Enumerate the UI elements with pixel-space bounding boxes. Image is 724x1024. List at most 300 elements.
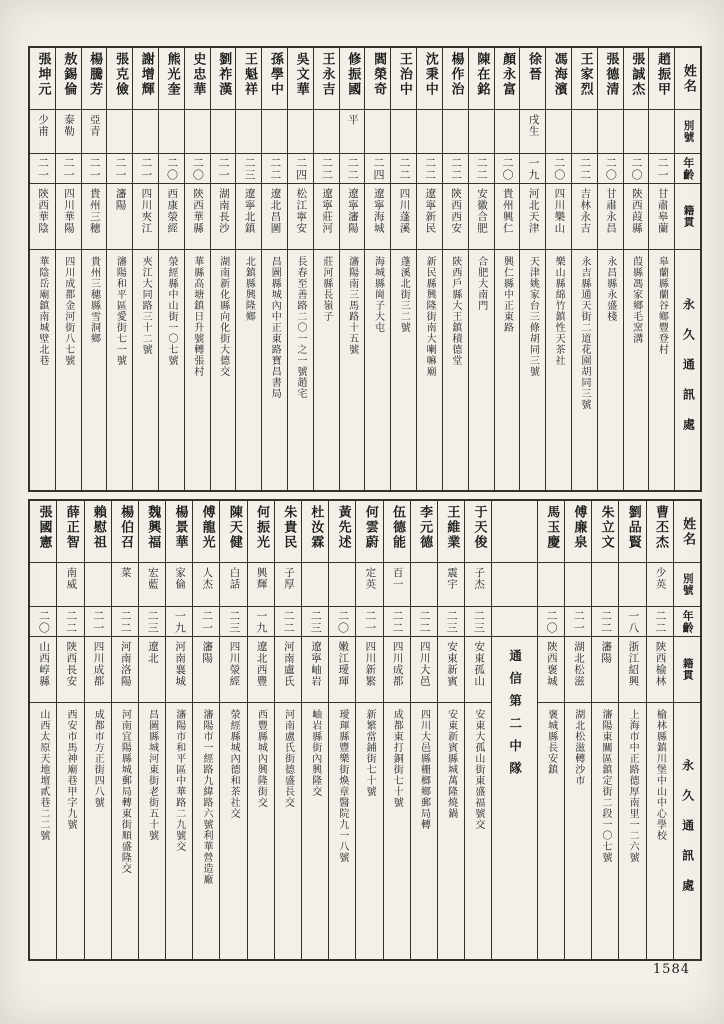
- person-address: [598, 250, 623, 490]
- person-native: [495, 184, 520, 250]
- person-age-text: 二三: [146, 609, 160, 634]
- person-address: [647, 703, 673, 959]
- person-age-text: 二二: [397, 156, 411, 181]
- person-address-text: 安東新賓縣城萬隆燒鍋: [445, 709, 457, 819]
- person-name: [465, 501, 491, 563]
- person-name: [275, 501, 301, 563]
- column-header-native: [674, 637, 700, 703]
- person-address: [56, 250, 81, 490]
- person-column: [410, 501, 437, 959]
- person-alias-text: 人杰: [201, 567, 214, 590]
- person-native: [592, 637, 618, 703]
- person-native-text: 四川成都: [391, 641, 404, 687]
- person-alias: [598, 110, 623, 154]
- person-name-text: 魏興福: [145, 505, 161, 550]
- person-address: [411, 703, 437, 959]
- person-name: [592, 501, 618, 563]
- person-name: [384, 501, 410, 563]
- person-address: [572, 250, 597, 490]
- person-native-text: 河南襄城: [174, 641, 187, 687]
- person-address: [262, 250, 287, 490]
- person-name: [647, 501, 673, 563]
- person-alias: [248, 563, 274, 607]
- person-alias: [112, 563, 138, 607]
- person-age-text: 二二: [282, 609, 296, 634]
- person-column: [287, 48, 313, 490]
- person-alias-text: 泰勒: [62, 114, 75, 137]
- person-address: [211, 250, 236, 490]
- person-age-text: 二〇: [191, 156, 205, 181]
- person-address: [546, 250, 571, 490]
- person-alias: [329, 563, 355, 607]
- person-column: [442, 48, 468, 490]
- person-age: [592, 607, 618, 637]
- person-name-text: 傅龍光: [199, 505, 215, 550]
- person-column: [165, 501, 192, 959]
- person-age: [443, 154, 468, 184]
- person-age-text: 二二: [578, 156, 592, 181]
- person-age: [107, 154, 132, 184]
- person-age-text: 二二: [320, 156, 334, 181]
- person-name-text: 修振國: [345, 52, 361, 97]
- person-address: [166, 703, 192, 959]
- person-age: [619, 607, 645, 637]
- person-age: [159, 154, 184, 184]
- person-address-text: 莊河縣長嶺子: [320, 256, 332, 322]
- person-age-text: 二二: [268, 156, 282, 181]
- person-age-text: 二一: [572, 609, 586, 634]
- column-header-native-text: 籍貫: [681, 658, 694, 681]
- column-header-address-text: 永久通訊處: [681, 298, 696, 448]
- person-alias: [356, 563, 382, 607]
- person-name: [495, 48, 520, 110]
- person-native: [465, 637, 491, 703]
- person-address: [314, 250, 339, 490]
- person-column: [618, 501, 645, 959]
- person-address-text: 山西太原天地壇貳巷二二號: [37, 709, 49, 841]
- person-name-text: 黃先述: [335, 505, 351, 550]
- person-alias: [565, 563, 591, 607]
- person-native-text: 四川夾江: [140, 188, 153, 234]
- person-name: [302, 501, 328, 563]
- person-column: [646, 501, 673, 959]
- person-age: [356, 607, 382, 637]
- person-alias: [236, 110, 261, 154]
- person-age-text: 二四: [372, 156, 385, 181]
- person-alias: [314, 110, 339, 154]
- person-alias: [495, 110, 520, 154]
- person-column: [494, 48, 520, 490]
- column-header-name-text: 姓名: [680, 516, 696, 547]
- person-name-text: 王維業: [444, 505, 460, 550]
- person-age: [495, 154, 520, 184]
- person-column: [55, 48, 81, 490]
- person-native: [417, 184, 442, 250]
- person-native: [288, 184, 313, 250]
- person-address-text: 新民縣興隆街南大喇嘛廟: [424, 256, 436, 377]
- person-address-text: 貴州三穗縣雪洞鄉: [88, 256, 100, 344]
- person-address-text: 合肥大南門: [475, 256, 487, 311]
- person-age: [236, 154, 261, 184]
- person-column: [84, 501, 111, 959]
- person-alias: [166, 563, 192, 607]
- person-column: [56, 501, 83, 959]
- person-age-text: 二二: [423, 156, 437, 181]
- person-address-text: 瀋陽南三馬路十五號: [346, 256, 358, 355]
- unit-label-text: 通信第二中隊: [507, 649, 523, 784]
- person-name-text: 楊騰芳: [87, 52, 103, 97]
- person-native: [133, 184, 158, 250]
- person-age: [546, 154, 571, 184]
- person-column: [339, 48, 365, 490]
- person-age-text: 二一: [363, 609, 377, 634]
- person-age: [57, 607, 83, 637]
- person-address: [30, 250, 55, 490]
- person-native-text: 陝西華縣: [192, 188, 205, 234]
- person-alias: [30, 110, 55, 154]
- person-column: [192, 501, 219, 959]
- person-alias: [443, 110, 468, 154]
- person-age: [329, 607, 355, 637]
- person-address-text: 成都市方正街四八號: [92, 709, 104, 808]
- person-column: [564, 501, 591, 959]
- person-age: [30, 607, 56, 637]
- person-name-text: 楊景華: [172, 505, 188, 550]
- person-age-text: 一九: [173, 609, 187, 634]
- person-age-text: 二三: [227, 609, 241, 634]
- person-name-text: 張國憲: [36, 505, 52, 550]
- person-native: [57, 637, 83, 703]
- person-name: [365, 48, 390, 110]
- unit-column: [491, 501, 537, 959]
- person-native: [159, 184, 184, 250]
- column-header-alias-text: 別號: [681, 573, 694, 596]
- person-native-text: 四川大邑: [418, 641, 431, 687]
- person-age-text: 二一: [217, 156, 231, 181]
- person-name-text: 朱立文: [598, 505, 614, 550]
- person-name: [112, 501, 138, 563]
- person-age: [565, 607, 591, 637]
- person-native-text: 安東孤山: [473, 641, 486, 687]
- person-address-text: 新繁當鋪街七十號: [364, 709, 376, 797]
- person-age-text: 二二: [449, 156, 463, 181]
- person-alias: [275, 563, 301, 607]
- person-age-text: 二二: [599, 609, 613, 634]
- person-native: [236, 184, 261, 250]
- person-native-text: 遼寧瀋陽: [346, 188, 359, 234]
- person-native: [166, 637, 192, 703]
- person-age: [314, 154, 339, 184]
- person-alias-text: 震宇: [445, 567, 458, 590]
- person-name: [166, 501, 192, 563]
- person-name: [288, 48, 313, 110]
- person-address-text: 湖北松滋轉沙市: [572, 709, 584, 786]
- person-native: [469, 184, 494, 250]
- person-name: [619, 501, 645, 563]
- person-alias: [384, 563, 410, 607]
- person-age-text: 一八: [626, 609, 640, 634]
- person-name-text: 馬玉慶: [544, 505, 560, 550]
- person-alias: [139, 563, 165, 607]
- person-age-text: 二三: [309, 609, 323, 634]
- person-native: [85, 637, 111, 703]
- person-address-text: 四川大邑縣栅榔鄉郵局轉: [418, 709, 430, 830]
- person-age-text: 二一: [113, 156, 127, 181]
- person-native: [275, 637, 301, 703]
- person-native-text: 湖北松滋: [573, 641, 586, 687]
- person-age: [248, 607, 274, 637]
- person-alias: [417, 110, 442, 154]
- person-name: [248, 501, 274, 563]
- person-name: [649, 48, 674, 110]
- person-native-text: 遼寧北鎮: [243, 188, 256, 234]
- person-column: [468, 48, 494, 490]
- person-native-text: 河南盧氏: [282, 641, 295, 687]
- person-age: [649, 154, 674, 184]
- person-column: [30, 501, 56, 959]
- person-alias: [262, 110, 287, 154]
- person-age-text: 二一: [200, 609, 214, 634]
- person-native-text: 四川華陽: [62, 188, 75, 234]
- person-alias: [288, 110, 313, 154]
- person-age: [288, 154, 313, 184]
- person-column: [571, 48, 597, 490]
- person-native-text: 西康滎經: [166, 188, 179, 234]
- person-age: [647, 607, 673, 637]
- person-address-text: 西安市馬神廟巷甲字九號: [65, 709, 77, 830]
- person-age-text: 二二: [390, 609, 404, 634]
- person-name-text: 王治中: [396, 52, 412, 97]
- person-age-text: 二二: [653, 609, 667, 634]
- column-header-age-text: 年齡: [681, 156, 695, 181]
- person-alias-text: 少甫: [37, 114, 50, 137]
- person-name: [193, 501, 219, 563]
- column-header-address: [675, 250, 700, 490]
- person-name: [469, 48, 494, 110]
- person-native: [193, 637, 219, 703]
- person-address: [565, 703, 591, 959]
- person-age: [438, 607, 464, 637]
- person-age: [82, 154, 107, 184]
- person-native-text: 吉林永吉: [579, 188, 592, 234]
- person-age: [133, 154, 158, 184]
- column-header-age: [674, 607, 700, 637]
- person-native: [520, 184, 545, 250]
- person-age: [340, 154, 365, 184]
- column-header-native-text: 籍貫: [682, 205, 695, 228]
- person-column: [111, 501, 138, 959]
- person-alias: [391, 110, 416, 154]
- person-age-text: 二一: [91, 609, 105, 634]
- person-alias: [57, 563, 83, 607]
- person-age-text: 二一: [62, 156, 76, 181]
- person-address-text: 永昌縣永盛棧: [604, 256, 616, 322]
- person-age: [469, 154, 494, 184]
- person-age: [598, 154, 623, 184]
- person-name: [329, 501, 355, 563]
- person-alias: [211, 110, 236, 154]
- person-name-text: 劉品賢: [625, 505, 641, 550]
- person-age: [112, 607, 138, 637]
- person-column: [537, 501, 564, 959]
- person-alias: [302, 563, 328, 607]
- person-age-text: 二一: [88, 156, 102, 181]
- person-age: [520, 154, 545, 184]
- person-address: [236, 250, 261, 490]
- person-column: [328, 501, 355, 959]
- person-address-text: 昌圖縣城內中正東路寶昌書局: [269, 256, 281, 399]
- person-alias-text: 白話: [228, 567, 241, 590]
- person-age: [185, 154, 210, 184]
- person-native-text: 陝西褒城: [545, 641, 558, 687]
- person-alias: [647, 563, 673, 607]
- person-native-text: 松江寧安: [295, 188, 308, 234]
- header-column: [673, 501, 700, 959]
- person-name-text: 王魁祥: [242, 52, 258, 97]
- person-name-text: 張德清: [603, 52, 619, 97]
- person-alias-text: 南威: [65, 567, 78, 590]
- person-alias-text: 菜: [119, 567, 132, 579]
- person-address-text: 安東大孤山街東盛福號交: [472, 709, 484, 830]
- person-address: [520, 250, 545, 490]
- person-name-text: 馮海濱: [551, 52, 567, 97]
- person-name: [443, 48, 468, 110]
- person-address-text: 河南盧氏街德盛長交: [282, 709, 294, 808]
- person-name: [411, 501, 437, 563]
- person-name-text: 謝增輝: [138, 52, 154, 97]
- person-alias-text: 宏藍: [146, 567, 159, 590]
- person-column: [301, 501, 328, 959]
- person-address-text: 昌圖縣城河東街老街五十號: [146, 709, 158, 841]
- person-alias: [411, 563, 437, 607]
- person-native: [211, 184, 236, 250]
- column-header-name: [675, 48, 700, 110]
- person-column: [184, 48, 210, 490]
- roster-table-top: [28, 46, 702, 492]
- person-column: [106, 48, 132, 490]
- person-age-text: 一九: [526, 156, 540, 181]
- person-address: [384, 703, 410, 959]
- column-header-alias-text: 別號: [682, 120, 695, 143]
- person-address: [340, 250, 365, 490]
- person-name-text: 李元德: [417, 505, 433, 550]
- person-name-text: 徐晉: [525, 52, 541, 82]
- person-name-text: 閻榮奇: [371, 52, 387, 97]
- person-alias: [365, 110, 390, 154]
- person-native: [546, 184, 571, 250]
- person-name: [598, 48, 623, 110]
- person-column: [383, 501, 410, 959]
- person-native: [56, 184, 81, 250]
- person-address-text: 成都東打銅街七十號: [391, 709, 403, 808]
- person-address-text: 北鎮縣興隆鄉: [243, 256, 255, 322]
- person-alias-text: 子厚: [282, 567, 295, 590]
- person-column: [132, 48, 158, 490]
- person-name: [57, 501, 83, 563]
- person-alias: [649, 110, 674, 154]
- person-name-text: 史忠華: [190, 52, 206, 97]
- person-address: [193, 703, 219, 959]
- person-column: [81, 48, 107, 490]
- person-age: [139, 607, 165, 637]
- person-native: [624, 184, 649, 250]
- person-address: [438, 703, 464, 959]
- person-column: [416, 48, 442, 490]
- person-native: [107, 184, 132, 250]
- person-address-text: 榆林縣鎮川堡中山中心學校: [654, 709, 666, 841]
- person-alias: [107, 110, 132, 154]
- person-address-text: 樂山縣綿竹鎮性天茶社: [553, 256, 565, 366]
- person-column: [30, 48, 55, 490]
- header-column: [674, 48, 700, 490]
- person-native: [112, 637, 138, 703]
- person-address-text: 褒城縣長安鎮: [545, 709, 557, 775]
- person-native: [314, 184, 339, 250]
- column-header-alias: [674, 563, 700, 607]
- person-address: [465, 703, 491, 959]
- person-native: [443, 184, 468, 250]
- person-column: [591, 501, 618, 959]
- column-header-name: [674, 501, 700, 563]
- person-native: [329, 637, 355, 703]
- person-native-text: 瀋陽: [114, 188, 127, 211]
- person-native: [82, 184, 107, 250]
- person-native: [356, 637, 382, 703]
- person-address-text: 華陰岳廟鎮南城壁北巷: [36, 256, 48, 366]
- person-native-text: 陝西長安: [65, 641, 78, 687]
- person-address: [107, 250, 132, 490]
- person-age: [85, 607, 111, 637]
- person-age-text: 二一: [36, 156, 50, 181]
- person-alias: [133, 110, 158, 154]
- person-native: [649, 184, 674, 250]
- person-native: [565, 637, 591, 703]
- person-alias: [159, 110, 184, 154]
- person-address: [365, 250, 390, 490]
- person-column: [247, 501, 274, 959]
- person-name-text: 趙振甲: [655, 52, 671, 97]
- person-address: [302, 703, 328, 959]
- person-name: [624, 48, 649, 110]
- person-native-text: 四川滎經: [228, 641, 241, 687]
- person-name-text: 何振光: [254, 505, 270, 550]
- person-name: [82, 48, 107, 110]
- person-age: [211, 154, 236, 184]
- person-name: [538, 501, 564, 563]
- person-alias: [185, 110, 210, 154]
- person-native-text: 陝西華陰: [37, 188, 50, 234]
- person-name: [56, 48, 81, 110]
- person-address-text: 河南宜陽縣城郵局轉東街順盛隆交: [119, 709, 131, 874]
- person-native-text: 貴州三穗: [88, 188, 101, 234]
- person-alias: [340, 110, 365, 154]
- person-address: [248, 703, 274, 959]
- person-age-text: 二二: [475, 156, 489, 181]
- person-alias: [220, 563, 246, 607]
- person-address: [417, 250, 442, 490]
- person-address-text: 葭縣馮家鄉毛窯溝: [630, 256, 642, 344]
- person-column: [261, 48, 287, 490]
- person-alias: [465, 563, 491, 607]
- person-name-text: 孫學中: [267, 52, 283, 97]
- person-name: [220, 501, 246, 563]
- person-alias: [469, 110, 494, 154]
- person-address-text: 興仁縣中正東路: [501, 256, 513, 333]
- person-address: [391, 250, 416, 490]
- column-header-alias: [675, 110, 700, 154]
- person-native: [220, 637, 246, 703]
- person-native-text: 遼寧海城: [372, 188, 385, 234]
